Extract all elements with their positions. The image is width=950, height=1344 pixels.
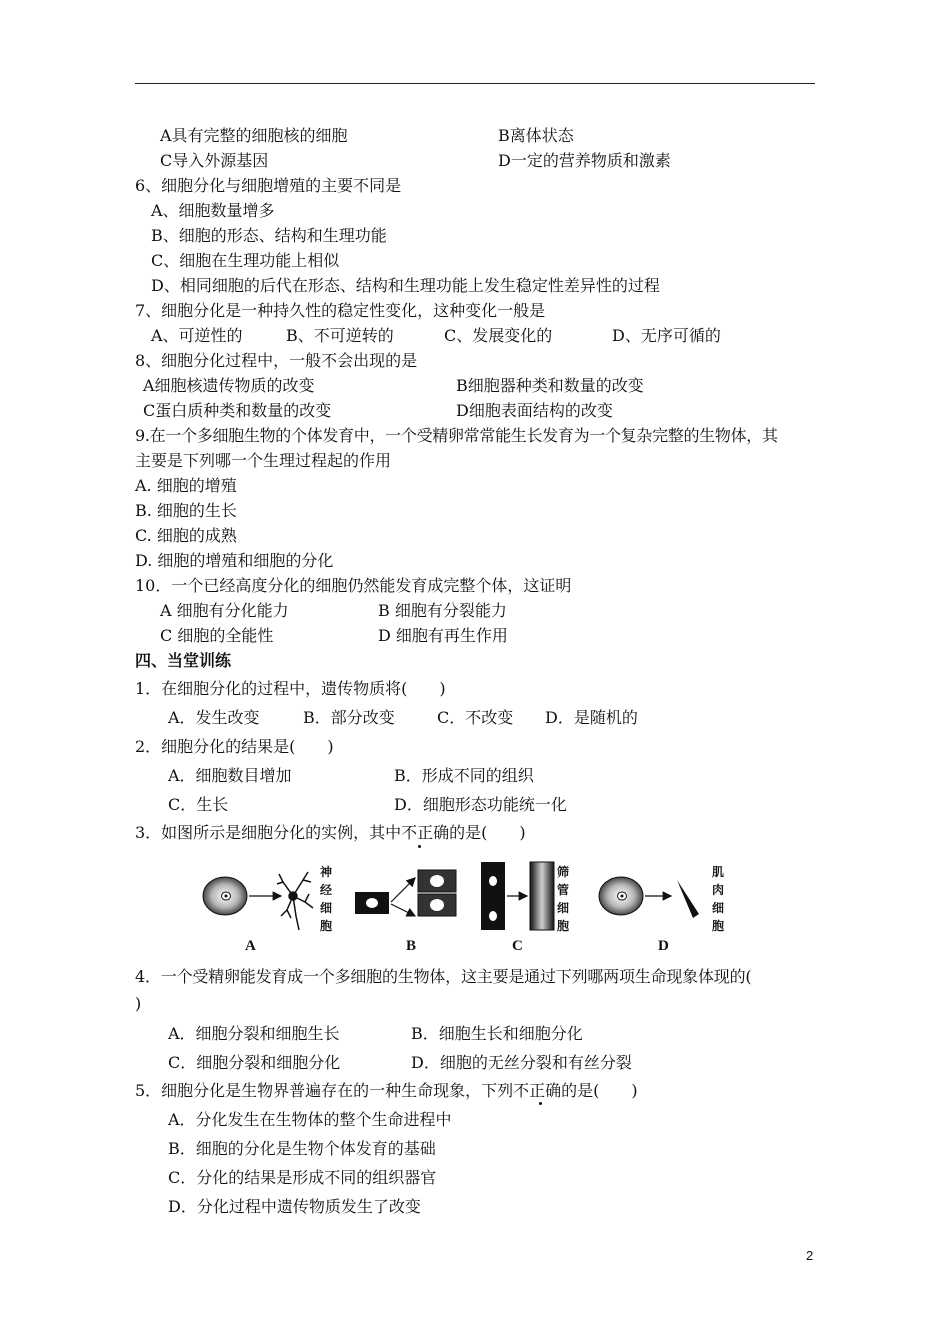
q6-stem: 6、细胞分化与细胞增殖的主要不同是 <box>135 176 402 195</box>
t4-option-a: A．细胞分裂和细胞生长 <box>168 1024 340 1043</box>
q7-option-b: B、不可逆转的 <box>286 326 394 345</box>
q10-stem: 10．一个已经高度分化的细胞仍然能发育成完整个体，这证明 <box>135 576 572 595</box>
fig-label-b: B <box>406 938 417 954</box>
t4-stem-line2: ) <box>135 994 142 1013</box>
t1-option-a: A．发生改变 <box>168 708 260 727</box>
q10-option-b: B 细胞有分裂能力 <box>378 601 507 620</box>
q7-option-c: C、发展变化的 <box>444 326 553 345</box>
t5-option-b: B．细胞的分化是生物个体发育的基础 <box>168 1139 436 1158</box>
figure-part-d <box>599 877 699 918</box>
q8-option-c: C蛋白质种类和数量的改变 <box>143 401 332 420</box>
q5-option-b: B离体状态 <box>498 126 574 145</box>
header-rule <box>135 83 815 84</box>
q6-option-b: B、细胞的形态、结构和生理功能 <box>151 226 387 245</box>
t5-option-d: D．分化过程中遗传物质发生了改变 <box>168 1197 421 1216</box>
fig-a-vlabel-1: 神 <box>320 865 333 879</box>
fig-label-d: D <box>658 938 669 954</box>
t4-option-b: B．细胞生长和细胞分化 <box>411 1024 583 1043</box>
q5-option-a: A具有完整的细胞核的细胞 <box>160 126 348 145</box>
t1-option-d: D．是随机的 <box>545 708 638 727</box>
section-heading: 四、当堂训练 <box>135 651 232 670</box>
fig-a-vlabel-3: 细 <box>320 901 333 915</box>
emphasis-dot <box>539 1102 542 1105</box>
fig-label-c: C <box>512 938 523 954</box>
t4-stem-line1: 4．一个受精卵能发育成一个多细胞的生物体，这主要是通过下列哪两项生命现象体现的( <box>135 967 752 986</box>
q10-option-c: C 细胞的全能性 <box>160 626 274 645</box>
q8-option-b: B细胞器种类和数量的改变 <box>456 376 644 395</box>
q5-option-d: D一定的营养物质和激素 <box>498 151 671 170</box>
q7-option-d: D、无序可循的 <box>612 326 721 345</box>
t1-option-c: C．不改变 <box>437 708 514 727</box>
cell-differentiation-figure <box>195 858 735 958</box>
q10-option-d: D 细胞有再生作用 <box>378 626 508 645</box>
fig-a-vlabel-2: 经 <box>320 883 333 897</box>
fig-c-vlabel-3: 细 <box>557 901 570 915</box>
t1-stem: 1．在细胞分化的过程中，遗传物质将( ) <box>135 679 446 698</box>
q8-option-d: D细胞表面结构的改变 <box>456 401 613 420</box>
figure-part-c <box>481 862 554 930</box>
fig-c-vlabel-4: 胞 <box>557 919 570 933</box>
t2-option-b: B．形成不同的组织 <box>394 766 534 785</box>
q8-option-a: A细胞核遗传物质的改变 <box>143 376 315 395</box>
q9-option-c: C. 细胞的成熟 <box>135 526 237 545</box>
q5-option-c: C导入外源基因 <box>160 151 269 170</box>
q8-stem: 8、细胞分化过程中，一般不会出现的是 <box>135 351 418 370</box>
q9-option-d: D. 细胞的增殖和细胞的分化 <box>135 551 334 570</box>
t2-option-a: A．细胞数目增加 <box>168 766 292 785</box>
t5-stem: 5．细胞分化是生物界普遍存在的一种生命现象，下列不正确的是( ) <box>135 1081 638 1100</box>
q10-option-a: A 细胞有分化能力 <box>160 601 289 620</box>
t5-option-c: C．分化的结果是形成不同的组织器官 <box>168 1168 437 1187</box>
q7-stem: 7、细胞分化是一种持久性的稳定性变化，这种变化一般是 <box>135 301 546 320</box>
figure-part-b <box>355 870 456 916</box>
q9-option-a: A. 细胞的增殖 <box>135 476 237 495</box>
fig-c-vlabel-1: 筛 <box>557 865 570 879</box>
q6-option-d: D、相同细胞的后代在形态、结构和生理功能上发生稳定性差异性的过程 <box>151 276 660 295</box>
page-number: 2 <box>806 1248 814 1263</box>
fig-d-vlabel-3: 细 <box>712 901 725 915</box>
q9-stem-line1: 9.在一个多细胞生物的个体发育中，一个受精卵常常能生长发育为一个复杂完整的生物体，其 <box>135 426 778 445</box>
t2-option-c: C．生长 <box>168 795 229 814</box>
q7-option-a: A、可逆性的 <box>151 326 243 345</box>
figure-svg <box>195 858 735 958</box>
t4-option-d: D．细胞的无丝分裂和有丝分裂 <box>411 1053 632 1072</box>
q6-option-c: C、细胞在生理功能上相似 <box>151 251 340 270</box>
t3-stem: 3．如图所示是细胞分化的实例，其中不正确的是( ) <box>135 823 526 842</box>
fig-d-vlabel-1: 肌 <box>712 865 725 879</box>
emphasis-dot <box>418 845 421 848</box>
q6-option-a: A、细胞数量增多 <box>151 201 275 220</box>
t2-option-d: D．细胞形态功能统一化 <box>394 795 567 814</box>
t2-stem: 2．细胞分化的结果是( ) <box>135 737 334 756</box>
t5-option-a: A．分化发生在生物体的整个生命进程中 <box>168 1110 452 1129</box>
t1-option-b: B．部分改变 <box>303 708 395 727</box>
q9-stem-line2: 主要是下列哪一个生理过程起的作用 <box>135 451 392 470</box>
fig-c-vlabel-2: 管 <box>557 883 570 897</box>
fig-a-vlabel-4: 胞 <box>320 919 333 933</box>
q9-option-b: B. 细胞的生长 <box>135 501 237 520</box>
fig-d-vlabel-2: 肉 <box>712 883 725 897</box>
fig-label-a: A <box>245 938 256 954</box>
t4-option-c: C．细胞分裂和细胞分化 <box>168 1053 341 1072</box>
figure-part-a <box>203 872 313 930</box>
fig-d-vlabel-4: 胞 <box>712 919 725 933</box>
